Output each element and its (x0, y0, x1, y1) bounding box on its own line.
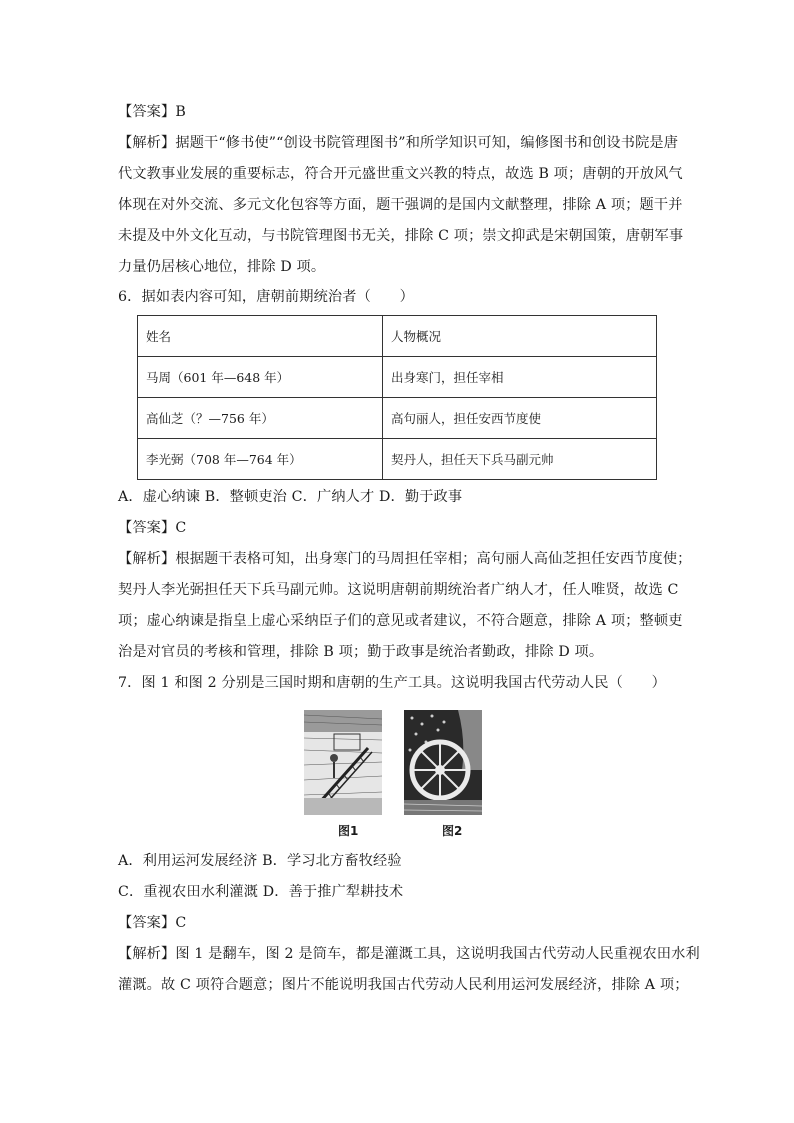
answer-label-q6: 【答案】C (118, 520, 187, 536)
figures-group (300, 710, 490, 840)
table-header-cell: 人物概况 (383, 316, 657, 357)
table-cell: 马周（601 年—648 年） (138, 357, 383, 398)
analysis-line: 体现在对外交流、多元文化包容等方面，题干强调的是国内文献整理，排除 A 项；题干并 (118, 197, 683, 213)
analysis-line: 【解析】图 1 是翻车，图 2 是筒车，都是灌溉工具，这说明我国古代劳动人民重视农田水利 (118, 946, 700, 962)
analysis-line: 代文教事业发展的重要标志，符合开元盛世重文兴教的特点，故选 B 项；唐朝的开放风气 (118, 166, 683, 182)
analysis-line: 契丹人李光弼担任天下兵马副元帅。这说明唐朝前期统治者广纳人才，任人唯贤，故选 C (118, 582, 679, 598)
answer-label-q7: 【答案】C (118, 915, 187, 931)
answer-label-q5: 【答案】B (118, 104, 186, 120)
figures-table (137, 315, 657, 480)
table-cell: 高仙芝（？—756 年） (138, 398, 383, 439)
analysis-line: 【解析】根据题干表格可知，出身寒门的马周担任宰相；高句丽人高仙芝担任安西节度使； (118, 551, 692, 567)
table-header-cell: 姓名 (138, 316, 383, 357)
question-7-options: A．利用运河发展经济 B．学习北方畜牧经验 (118, 853, 402, 869)
question-6: 6．据如表内容可知，唐朝前期统治者（ ） (118, 289, 414, 305)
question-6-options: A．虚心纳谏 B．整顿吏治 C．广纳人才 D．勤于政事 (118, 489, 463, 505)
figure-2-caption: 图2 (442, 824, 463, 838)
table-cell: 李光弼（708 年—764 年） (138, 439, 383, 480)
question-7: 7．图 1 和图 2 分别是三国时期和唐朝的生产工具。这说明我国古代劳动人民（ ） (118, 675, 666, 691)
table-cell: 高句丽人，担任安西节度使 (383, 398, 657, 439)
analysis-line: 治是对官员的考核和管理，排除 B 项；勤于政事是统治者勤政，排除 D 项。 (118, 644, 604, 660)
figure-1-caption: 图1 (338, 824, 359, 838)
chain-pump-icon (304, 710, 382, 815)
chain-pump-illustration (304, 710, 382, 815)
analysis-line: 项；虚心纳谏是指皇上虚心采纳臣子们的意见或者建议，不符合题意，排除 A 项；整顿吏 (118, 613, 683, 629)
table-row (138, 398, 657, 439)
table-header-row (138, 316, 657, 357)
analysis-line: 力量仍居核心地位，排除 D 项。 (118, 259, 326, 275)
analysis-line: 【解析】据题干“修书使”“创设书院管理图书”和所学知识可知，编修图书和创设书院是唐 (118, 135, 679, 151)
table-row (138, 439, 657, 480)
table-cell: 出身寒门，担任宰相 (383, 357, 657, 398)
water-wheel-illustration (404, 710, 482, 815)
analysis-line: 灌溉。故 C 项符合题意；图片不能说明我国古代劳动人民利用运河发展经济，排除 A 项； (118, 977, 689, 993)
table-row (138, 357, 657, 398)
table-cell: 契丹人，担任天下兵马副元帅 (383, 439, 657, 480)
analysis-line: 未提及中外文化互动，与书院管理图书无关，排除 C 项；崇文抑武是宋朝国策，唐朝军事 (118, 228, 684, 244)
question-7-options: C．重视农田水利灌溉 D．善于推广犁耕技术 (118, 884, 404, 900)
water-wheel-icon (404, 710, 482, 815)
